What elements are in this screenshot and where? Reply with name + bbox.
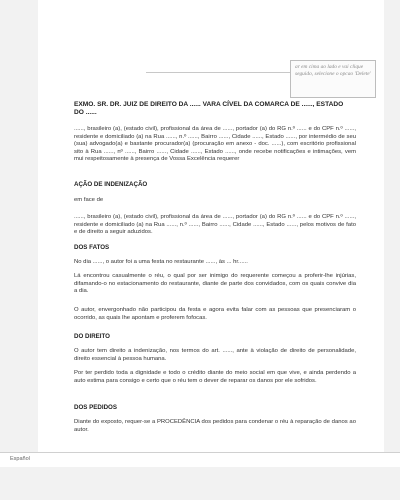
law-paragraph-1: O autor tem direito a indenização, nos termos do art. ......, ante à violação de direito de personalidade, direito essencial à pessoa humana. <box>74 348 356 362</box>
requests-title: DOS PEDIDOS <box>74 404 117 411</box>
language-bar <box>0 452 400 467</box>
em-face-text: em face de <box>74 197 104 203</box>
facts-paragraph-3: O autor, envergonhado não participou da festa e agora evita falar com as pessoas que presenciaram o ocorrido, as quais lhe apontam e proferem fofocas. <box>74 307 356 321</box>
law-paragraph-2: Por ter perdido toda a dignidade e todo o crédito diante do meio social em que vive, e ainda perdendo a auto estima para consigo e certo que o réu tem o dever de reparar os danos por ele sofridos. <box>74 370 356 384</box>
plaintiff-paragraph: ......, brasileiro (a), (estado civil), profissional da área de ......, portador (a) do RG n.º ...... e do CPF n.º ......, residente e domiciliado (a) na Rua ......, n.º ......, Bairro ......, Cidade ......, Estado ......, por intermédio de seu (sua) advogado(a) e bastante procurador(a) (procuração em anexo - doc. ......), com escritório profissional sito à Rua ......, nº ......, Bairro ......, Cidade ......, Estado ......, onde recebe notificações e intimações, vem mui respeitosamente à presença de Vossa Excelência requerer <box>74 126 356 162</box>
requests-paragraph: Diante do exposto, requer-se a PROCEDÊNCIA dos pedidos para condenar o réu à reparação de danos ao autor. <box>74 419 356 433</box>
header-divider <box>146 72 294 73</box>
action-title: AÇÃO DE INDENIZAÇÃO <box>74 181 148 188</box>
tooltip-note: ar em cima ao lado e vai clique seguido, selecione o opcao 'Delete' <box>290 60 376 98</box>
facts-title: DOS FATOS <box>74 244 110 251</box>
defendant-paragraph: ......, brasileiro (a), (estado civil), profissional da área de ......, portador (a) do RG n.º ...... e do CPF n.º ......, residente e domiciliado (a) na Rua ......, n.º ......, Bairro ......, Cidade ......, Estado ......, pelos motivos de fato e de direito a seguir aduzidos. <box>74 214 356 235</box>
facts-paragraph-1: No dia ......, o autor foi a uma festa no restaurante ......, às ... hr...... <box>74 259 248 265</box>
law-title: DO DIREITO <box>74 333 110 340</box>
language-selector[interactable]: Español <box>10 456 30 462</box>
facts-paragraph-2: Lá encontrou casualmente o réu, o qual por ser inimigo do requerente começou a proferir-lhe injúrias, difamando-o no estacionamento do restaurante, diante de parte dos convidados, com os quais convive dia a dia. <box>74 273 356 294</box>
document-page <box>38 0 384 452</box>
court-heading: EXMO. SR. DR. JUIZ DE DIREITO DA ...... VARA CÍVEL DA COMARCA DE ......, ESTADO DO ...... <box>74 101 344 117</box>
